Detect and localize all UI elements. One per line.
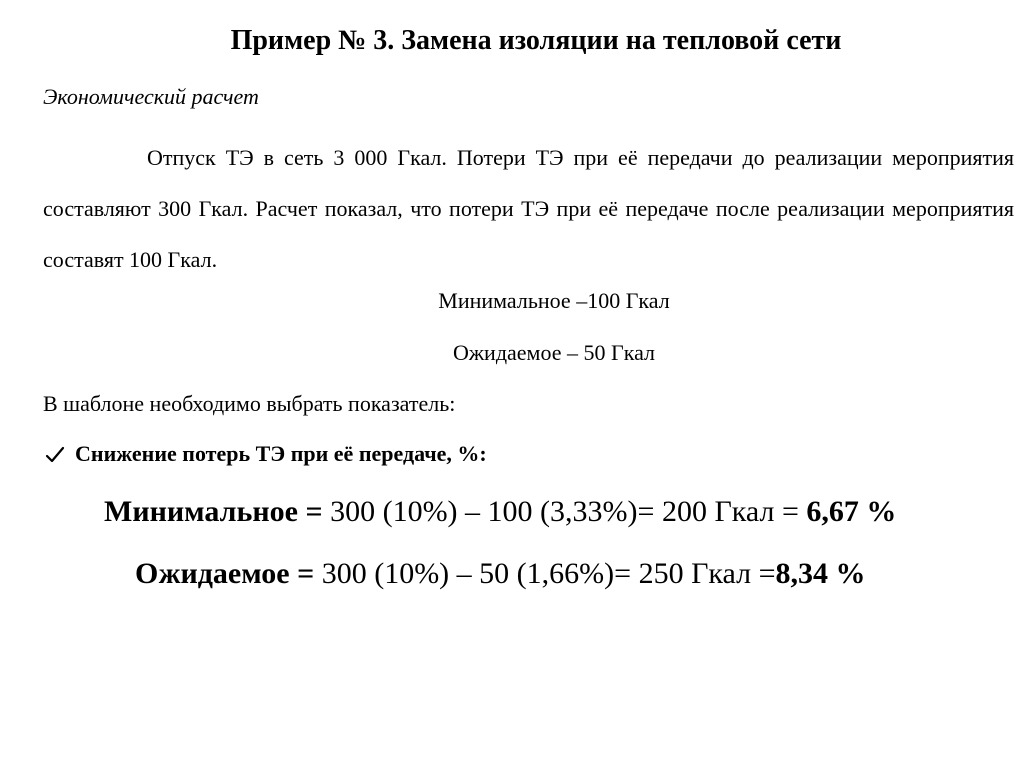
formula-expected-result: 8,34 %	[775, 557, 866, 590]
formula-minimal-result: 6,67 %	[806, 495, 897, 528]
minimal-value-line: Минимальное –100 Гкал	[438, 288, 670, 313]
formula-minimal-expr: 300 (10%) – 100 (3,33%)= 200 Гкал =	[330, 495, 807, 528]
formula-expected-expr: 300 (10%) – 50 (1,66%)= 250 Гкал =	[321, 557, 776, 590]
description-paragraph: Отпуск ТЭ в сеть 3 000 Гкал. Потери ТЭ при её передачи до реализации мероприятия составляют 300 Гкал. Расчет показал, что потери ТЭ при её передаче после реализации мероприятия составят 100 Гкал.	[43, 145, 1014, 272]
formula-expected-label: Ожидаемое	[135, 557, 290, 590]
subtitle: Экономический расчет	[43, 84, 259, 109]
checkmark-icon	[45, 444, 65, 464]
indicator-label: Снижение потерь ТЭ при её передаче, %:	[75, 441, 487, 466]
formula-minimal	[104, 494, 896, 530]
expected-value-line: Ожидаемое – 50 Гкал	[452, 340, 656, 365]
formula-expected-eq: =	[289, 557, 322, 590]
formula-expected	[135, 556, 866, 592]
indicator-row	[45, 440, 487, 468]
page-title: Пример № 3. Замена изоляции на тепловой сети	[230, 25, 842, 56]
template-instruction: В шаблоне необходимо выбрать показатель:	[43, 391, 456, 416]
formula-minimal-eq: =	[297, 495, 331, 528]
formula-minimal-label: Минимальное	[104, 495, 298, 528]
